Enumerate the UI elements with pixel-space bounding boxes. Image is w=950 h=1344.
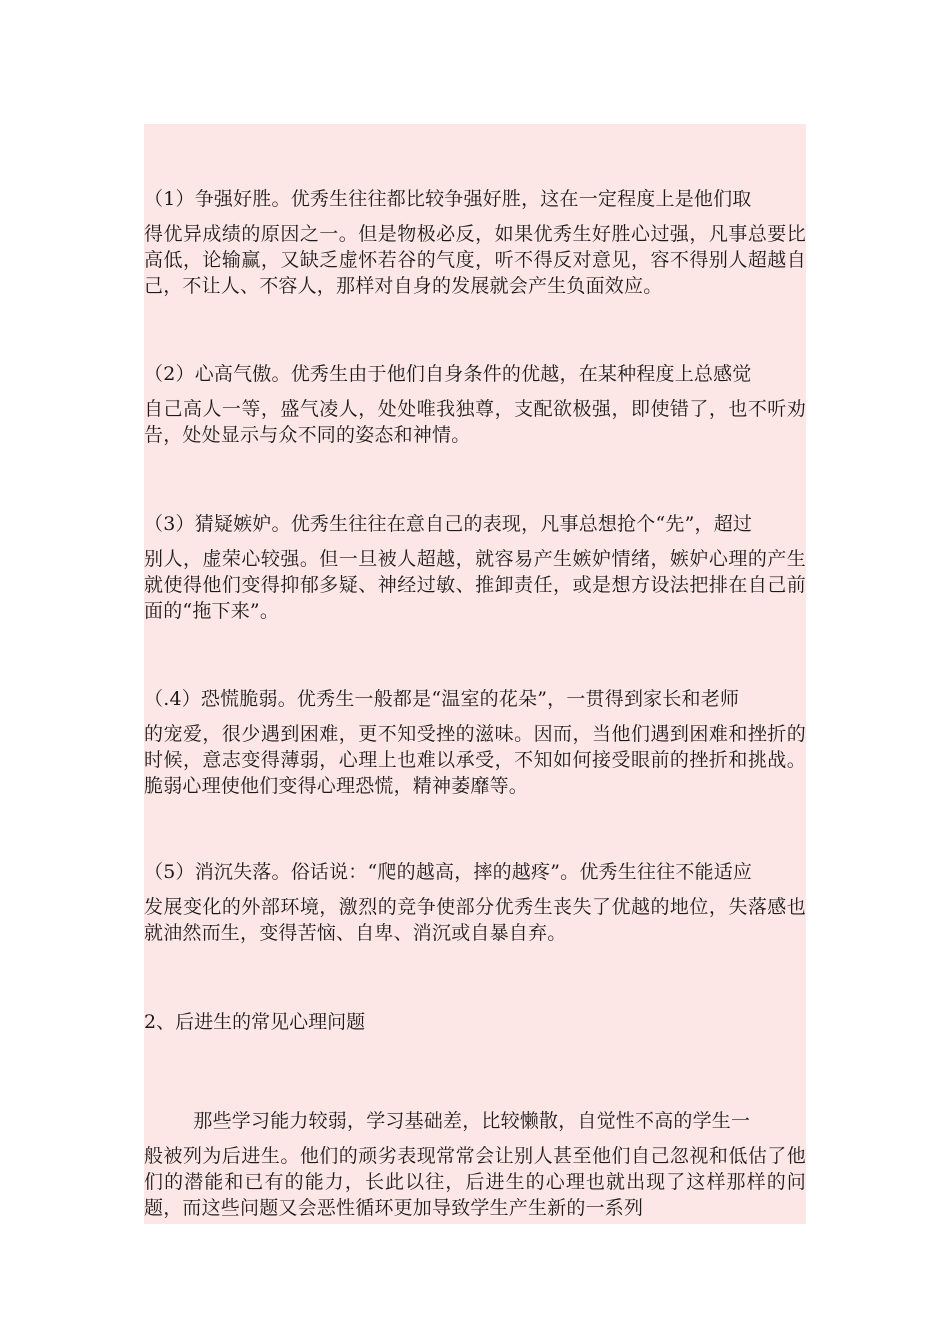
paragraph-4-body: 的宠爱，很少遇到困难，更不知受挫的滋味。因而，当他们遇到困难和挫折的时候，意志变得薄弱，心理上也难以承受，不知如何接受眼前的挫折和挑战。脆弱心理使他们变得心理恐慌，精神萎靡等。 (144, 723, 806, 797)
paragraph-1-body: 得优异成绩的原因之一。但是物极必反，如果优秀生好胜心过强，凡事总要比高低，论输赢，又缺乏虚怀若谷的气度，听不得反对意见，容不得别人超越自己，不让人、不容人，那样对自身的发展就会产生负面效应。 (144, 223, 806, 297)
paragraph-2 (144, 361, 806, 448)
paragraph-5-first-line: （5）消沉失落。俗话说：“爬的越高，摔的越疼”。优秀生往往不能适应 (144, 861, 753, 883)
paragraph-6-first-line: 那些学习能力较弱，学习基础差，比较懒散，自觉性不高的学生一 (193, 1110, 751, 1132)
paragraph-4-first-line: （.4）恐慌脆弱。优秀生一般都是“温室的花朵”，一贯得到家长和老师 (144, 688, 740, 710)
paragraph-6 (144, 1108, 806, 1221)
paragraph-6-body: 般被列为后进生。他们的顽劣表现常常会让别人甚至他们自己忽视和低估了他们的潜能和已有的能力，长此以往，后进生的心理也就出现了这样那样的问题，而这些问题又会恶性循环更加导致学生产生新的一系列 (144, 1145, 806, 1219)
paragraph-4 (144, 686, 806, 799)
section-heading: 2、后进生的常见心理问题 (144, 1011, 366, 1033)
paragraph-5 (144, 859, 806, 946)
paragraph-3-body: 别人，虚荣心较强。但一旦被人超越，就容易产生嫉妒情绪，嫉妒心理的产生就使得他们变得抑郁多疑、神经过敏、推卸责任，或是想方设法把排在自己前面的“拖下来”。 (144, 548, 806, 622)
paragraph-3-first-line: （3）猜疑嫉妒。优秀生往往在意自己的表现，凡事总想抢个“先”，超过 (144, 513, 753, 535)
paragraph-5-body: 发展变化的外部环境，激烈的竞争使部分优秀生丧失了优越的地位，失落感也就油然而生，变得苦恼、自卑、消沉或自暴自弃。 (144, 896, 806, 944)
paragraph-1-first-line: （1）争强好胜。优秀生往往都比较争强好胜，这在一定程度上是他们取 (144, 188, 752, 210)
paragraph-2-body: 自己高人一等，盛气凌人，处处唯我独尊，支配欲极强，即使错了，也不听劝告，处处显示与众不同的姿态和神情。 (144, 398, 806, 446)
paragraph-3 (144, 511, 806, 624)
paragraph-2-first-line: （2）心高气傲。优秀生由于他们自身条件的优越，在某种程度上总感觉 (144, 363, 752, 385)
paragraph-1 (144, 186, 806, 299)
